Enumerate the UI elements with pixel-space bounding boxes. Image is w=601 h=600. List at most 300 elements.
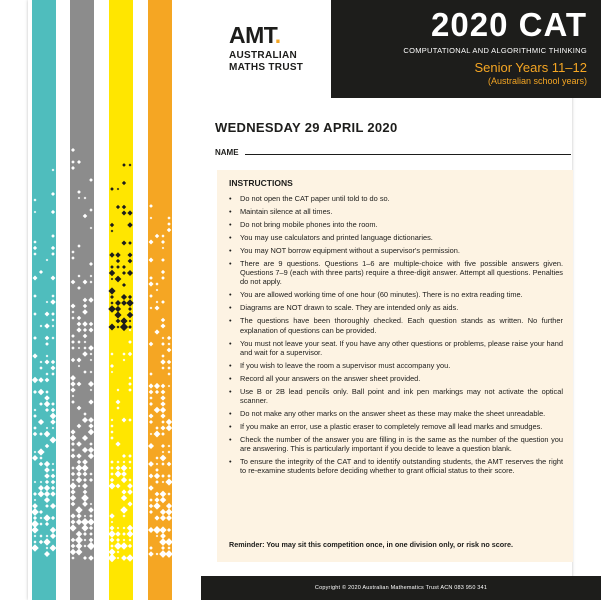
diamond-shape <box>167 222 171 226</box>
diamond-shape <box>127 501 132 506</box>
diamond-shape <box>70 549 77 556</box>
diamond-shape <box>122 514 125 517</box>
diamond-shape <box>122 211 127 216</box>
diamond-shape <box>116 538 120 542</box>
diamond-shape <box>121 294 127 300</box>
diamond-shape <box>128 382 132 386</box>
diamond-shape <box>51 468 54 471</box>
diamond-shape <box>149 510 153 514</box>
diamond-shape <box>168 445 171 448</box>
diamond-shape <box>44 461 50 467</box>
diamond-shape <box>83 370 86 373</box>
diamond-shape <box>84 341 87 344</box>
instruction-text: The questions have been thoroughly checked. Each question stands as written. No further explanation of questions can be provided. <box>240 316 563 335</box>
diamond-shape <box>127 489 133 495</box>
diamond-shape <box>84 545 87 548</box>
diamond-shape <box>77 340 80 343</box>
diamond-shape <box>81 524 88 531</box>
instruction-item <box>229 339 563 357</box>
diamond-shape <box>110 364 114 368</box>
diamond-shape <box>149 204 153 208</box>
diamond-shape <box>167 528 171 532</box>
diamond-shape <box>110 466 114 470</box>
diamond-shape <box>82 459 88 465</box>
diamond-shape <box>160 395 165 400</box>
diamond-shape <box>76 327 81 332</box>
diamond-shape <box>33 198 36 201</box>
diamond-shape <box>161 276 165 280</box>
diamond-shape <box>129 329 132 332</box>
diamond-shape <box>44 485 50 491</box>
diamond-shape <box>115 483 120 488</box>
diamond-shape <box>128 307 132 311</box>
diamond-shape <box>148 383 153 388</box>
diamond-shape <box>117 389 120 392</box>
diamond-shape <box>90 371 93 374</box>
diamond-shape <box>52 325 55 328</box>
diamond-shape <box>161 270 165 274</box>
instruction-text: Do not make any other marks on the answer sheet as these may make the sheet unreadable. <box>240 409 546 419</box>
diamond-shape <box>76 471 82 477</box>
diamond-shape <box>51 480 56 485</box>
diamond-shape <box>162 481 165 484</box>
bullet-icon: • <box>229 303 232 313</box>
diamond-shape <box>34 211 37 214</box>
page-subtitle: COMPUTATIONAL AND ALGORITHMIC THINKING <box>403 46 587 55</box>
instruction-text: Do not bring mobile phones into the room. <box>240 220 378 229</box>
diamond-shape <box>83 334 88 339</box>
diamond-shape <box>78 485 81 488</box>
diamond-shape <box>83 412 86 415</box>
diamond-shape <box>82 435 88 441</box>
diamond-shape <box>108 482 115 489</box>
diamond-shape <box>166 503 172 509</box>
diamond-shape <box>51 402 55 406</box>
instruction-item <box>229 457 563 475</box>
diamond-shape <box>155 390 159 394</box>
diamond-shape <box>149 396 152 399</box>
diamond-shape <box>51 360 55 364</box>
diamond-shape <box>77 322 82 327</box>
diamond-shape <box>40 517 43 520</box>
diamond-shape <box>76 549 83 556</box>
diamond-shape <box>83 556 87 560</box>
diamond-shape <box>154 305 159 310</box>
diamond-shape <box>110 538 115 543</box>
instruction-item <box>229 220 563 229</box>
diamond-shape <box>115 531 120 536</box>
diamond-shape <box>70 519 75 524</box>
diamond-shape <box>50 437 57 444</box>
diamond-shape <box>156 463 159 466</box>
diamond-shape <box>75 506 82 513</box>
diamond-shape <box>71 358 75 362</box>
diamond-shape <box>108 287 115 294</box>
diamond-shape <box>110 265 114 269</box>
diamond-shape <box>45 372 48 375</box>
diamond-shape <box>123 539 126 542</box>
diamond-shape <box>160 491 167 498</box>
diamond-shape <box>161 258 165 262</box>
logo-line-2: MATHS TRUST <box>229 62 304 73</box>
diamond-shape <box>156 535 159 538</box>
diamond-shape <box>43 514 50 521</box>
diamond-shape <box>40 481 43 484</box>
diamond-shape <box>71 544 76 549</box>
diamond-shape <box>82 351 88 357</box>
bullet-icon: • <box>229 220 232 229</box>
diamond-shape <box>46 355 49 358</box>
diamond-shape <box>39 456 42 459</box>
diamond-shape <box>89 472 92 475</box>
diamond-shape <box>33 312 36 315</box>
instruction-item <box>229 207 563 216</box>
diamond-shape <box>122 532 126 536</box>
instruction-text: Diagrams are NOT drawn to scale. They are intended only as aids. <box>240 303 459 313</box>
diamond-shape <box>88 345 94 351</box>
diamond-shape <box>116 460 119 463</box>
diamond-shape <box>82 321 88 327</box>
diamond-shape <box>111 230 114 233</box>
bullet-icon: • <box>229 435 232 445</box>
diamond-shape <box>87 518 94 525</box>
diamond-shape <box>51 474 56 479</box>
diamond-shape <box>52 319 55 322</box>
diamond-shape <box>120 323 128 331</box>
diamond-shape <box>122 181 126 185</box>
diamond-shape <box>90 275 93 278</box>
diamond-shape <box>51 312 55 316</box>
teal-stripe-pattern <box>32 0 56 600</box>
instructions-list <box>229 194 563 479</box>
diamond-shape <box>45 522 49 526</box>
diamond-shape <box>127 210 132 215</box>
diamond-shape <box>71 280 76 285</box>
diamond-shape <box>109 270 115 276</box>
diamond-shape <box>129 377 132 380</box>
diamond-shape <box>71 472 75 476</box>
diamond-shape <box>117 326 120 329</box>
diamond-shape <box>31 508 39 516</box>
diamond-shape <box>78 197 80 199</box>
instruction-item <box>229 409 563 418</box>
diamond-shape <box>149 372 152 375</box>
diamond-shape <box>70 495 77 502</box>
diamond-shape <box>117 557 120 560</box>
diamond-shape <box>82 447 88 453</box>
diamond-shape <box>89 526 93 530</box>
instruction-item <box>229 233 563 242</box>
diamond-shape <box>167 228 172 233</box>
diamond-shape <box>45 444 49 448</box>
diamond-shape <box>154 431 161 438</box>
instructions-heading: INSTRUCTIONS <box>229 178 293 188</box>
bullet-icon: • <box>229 338 232 348</box>
teal-stripe <box>32 0 56 600</box>
diamond-shape <box>71 448 75 452</box>
instruction-item <box>229 435 563 453</box>
diamond-shape <box>70 435 77 442</box>
diamond-shape <box>70 375 76 381</box>
diamond-shape <box>149 390 154 395</box>
yellow-stripe-pattern <box>109 0 133 600</box>
diamond-shape <box>167 474 171 478</box>
diamond-shape <box>116 265 120 269</box>
diamond-shape <box>46 427 48 429</box>
diamond-shape <box>34 535 37 538</box>
diamond-shape <box>149 342 154 347</box>
diamond-shape <box>127 252 132 257</box>
diamond-shape <box>71 166 75 170</box>
diamond-shape <box>167 492 170 495</box>
instruction-item <box>229 316 563 334</box>
diamond-shape <box>110 187 114 191</box>
diamond-shape <box>128 259 133 264</box>
diamond-shape <box>88 447 94 453</box>
name-label: NAME <box>215 148 239 157</box>
instruction-text: Maintain silence at all times. <box>240 207 333 216</box>
diamond-shape <box>77 160 81 164</box>
diamond-shape <box>122 265 126 269</box>
diamond-shape <box>51 486 55 490</box>
diamond-shape <box>122 163 126 167</box>
diamond-shape <box>83 214 88 219</box>
diamond-shape <box>34 451 37 454</box>
diamond-shape <box>38 389 44 395</box>
diamond-shape <box>121 471 127 477</box>
diamond-shape <box>115 276 122 283</box>
instruction-text: Record all your answers on the answer sheet provided. <box>240 373 421 383</box>
diamond-shape <box>162 451 165 454</box>
diamond-shape <box>51 210 55 214</box>
instruction-text: You are allowed working time of one hour (60 minutes). There is no extra reading time. <box>240 290 523 300</box>
diamond-shape <box>122 454 126 458</box>
diamond-shape <box>51 276 56 281</box>
diamond-shape <box>110 424 113 427</box>
diamond-shape <box>44 491 50 497</box>
diamond-shape <box>165 508 172 515</box>
diamond-shape <box>155 468 159 472</box>
diamond-shape <box>39 366 42 369</box>
diamond-shape <box>161 420 165 424</box>
diamond-shape <box>115 471 122 478</box>
diamond-shape <box>50 527 57 534</box>
diamond-shape <box>149 420 153 424</box>
diamond-shape <box>33 240 36 243</box>
diamond-shape <box>110 526 115 531</box>
diamond-shape <box>155 456 158 459</box>
diamond-shape <box>128 460 131 463</box>
diamond-shape <box>90 281 93 284</box>
diamond-shape <box>77 406 82 411</box>
instruction-item <box>229 259 563 287</box>
diamond-shape <box>162 247 164 249</box>
diamond-shape <box>154 515 159 520</box>
diamond-shape <box>122 352 125 355</box>
diamond-shape <box>154 383 160 389</box>
diamond-shape <box>88 423 93 428</box>
bullet-icon: • <box>229 422 232 432</box>
diamond-shape <box>50 419 56 425</box>
diamond-shape <box>110 436 113 439</box>
diamond-shape <box>127 312 134 319</box>
diamond-shape <box>77 316 81 320</box>
diamond-shape <box>155 492 160 497</box>
diamond-shape <box>111 371 114 374</box>
diamond-shape <box>82 471 87 476</box>
diamond-shape <box>88 381 94 387</box>
instruction-item <box>229 194 563 203</box>
diamond-shape <box>77 274 80 277</box>
diamond-shape <box>167 546 170 549</box>
diamond-shape <box>89 322 94 327</box>
diamond-shape <box>126 554 134 562</box>
bullet-icon: • <box>229 246 232 255</box>
diamond-shape <box>160 515 166 521</box>
diamond-shape <box>128 544 132 548</box>
diamond-shape <box>51 192 55 196</box>
bullet-icon: • <box>229 290 232 300</box>
diamond-shape <box>50 491 56 497</box>
orange-stripe-pattern <box>148 0 172 600</box>
diamond-shape <box>89 514 93 518</box>
diamond-shape <box>82 483 88 489</box>
instruction-text: Check the number of the answer you are filling in is the same as the number of the question you are answering. This is particularly important if you decide to leave a question blank. <box>240 435 563 454</box>
diamond-shape <box>39 534 42 537</box>
diamond-shape <box>121 465 128 472</box>
diamond-shape <box>154 497 159 502</box>
instructions-panel <box>217 170 573 562</box>
diamond-shape <box>44 497 50 503</box>
diamond-shape <box>33 426 37 430</box>
instruction-text: To ensure the integrity of the CAT and to identify outstanding students, the AMT reserves the right to re-examine students before deciding whether to grant official status to their score. <box>240 457 563 476</box>
diamond-shape <box>44 359 49 364</box>
diamond-shape <box>167 336 171 340</box>
diamond-shape <box>33 492 37 496</box>
diamond-shape <box>83 298 88 303</box>
diamond-shape <box>33 336 37 340</box>
diamond-shape <box>71 502 76 507</box>
diamond-shape <box>128 478 131 481</box>
diamond-shape <box>77 460 81 464</box>
diamond-shape <box>38 419 44 425</box>
diamond-shape <box>117 188 119 190</box>
cat-cover-page <box>28 0 587 600</box>
diamond-shape <box>110 295 114 299</box>
diamond-shape <box>160 323 165 328</box>
diamond-shape <box>127 483 133 489</box>
bullet-icon: • <box>229 259 232 268</box>
diamond-shape <box>76 441 82 447</box>
diamond-shape <box>156 553 159 556</box>
bullet-icon: • <box>229 409 232 419</box>
diamond-shape <box>150 307 153 310</box>
diamond-shape <box>160 425 165 430</box>
diamond-shape <box>71 556 74 559</box>
diamond-shape <box>44 395 50 401</box>
instruction-text: You may NOT borrow equipment without a supervisor's permission. <box>240 246 460 255</box>
diamond-shape <box>52 169 55 172</box>
diamond-shape <box>120 506 127 513</box>
diamond-shape <box>148 281 153 286</box>
diamond-shape <box>166 515 172 521</box>
diamond-shape <box>50 503 56 509</box>
diamond-shape <box>77 244 80 247</box>
diamond-shape <box>165 478 172 485</box>
diamond-shape <box>39 402 43 406</box>
diamond-shape <box>38 485 44 491</box>
diamond-shape <box>148 551 154 557</box>
bullet-icon: • <box>229 194 232 203</box>
diamond-shape <box>160 359 165 364</box>
diamond-shape <box>149 498 152 501</box>
diamond-shape <box>37 448 44 455</box>
diamond-shape <box>43 538 50 545</box>
diamond-shape <box>44 473 50 479</box>
diamond-shape <box>38 377 43 382</box>
diamond-shape <box>34 499 36 501</box>
diamond-shape <box>46 259 49 262</box>
diamond-shape <box>71 160 75 164</box>
diamond-shape <box>161 318 166 323</box>
diamond-shape <box>165 538 173 546</box>
diamond-shape <box>46 301 49 304</box>
diamond-shape <box>70 513 75 518</box>
diamond-shape <box>128 418 131 421</box>
diamond-shape <box>32 377 38 383</box>
logo-line-1: AUSTRALIAN <box>229 50 297 61</box>
diamond-shape <box>121 300 127 306</box>
diamond-shape <box>39 510 43 514</box>
diamond-shape <box>50 413 57 420</box>
diamond-shape <box>51 234 55 238</box>
diamond-shape <box>76 513 81 518</box>
diamond-shape <box>33 540 36 543</box>
diamond-shape <box>148 413 153 418</box>
diamond-shape <box>110 472 114 476</box>
diamond-shape <box>161 366 164 369</box>
diamond-shape <box>33 390 37 394</box>
diamond-shape <box>115 300 121 306</box>
diamond-shape <box>45 312 50 317</box>
amt-logo-text <box>229 50 303 74</box>
diamond-shape <box>128 454 132 458</box>
diamond-shape <box>116 400 121 405</box>
diamond-shape <box>114 311 121 318</box>
diamond-shape <box>117 527 119 529</box>
diamond-shape <box>115 465 120 470</box>
diamond-shape <box>39 462 44 467</box>
diamond-shape <box>149 258 154 263</box>
diamond-shape <box>148 461 154 467</box>
diamond-shape <box>128 352 132 356</box>
diamond-shape <box>51 408 56 413</box>
diamond-shape <box>51 336 54 339</box>
diamond-shape <box>32 455 38 461</box>
diamond-shape <box>154 473 160 479</box>
instruction-text: You must not leave your seat. If you have any other questions or problems, please raise your hand and wait for a supervisor. <box>240 338 563 357</box>
diamond-shape <box>149 402 153 406</box>
diamond-shape <box>129 467 131 469</box>
diamond-shape <box>34 409 37 412</box>
diamond-shape <box>160 533 166 539</box>
diamond-shape <box>123 359 126 362</box>
diamond-shape <box>149 294 153 298</box>
diamond-shape <box>156 301 159 304</box>
diamond-shape <box>90 227 93 230</box>
diamond-shape <box>166 425 172 431</box>
diamond-shape <box>155 480 159 484</box>
